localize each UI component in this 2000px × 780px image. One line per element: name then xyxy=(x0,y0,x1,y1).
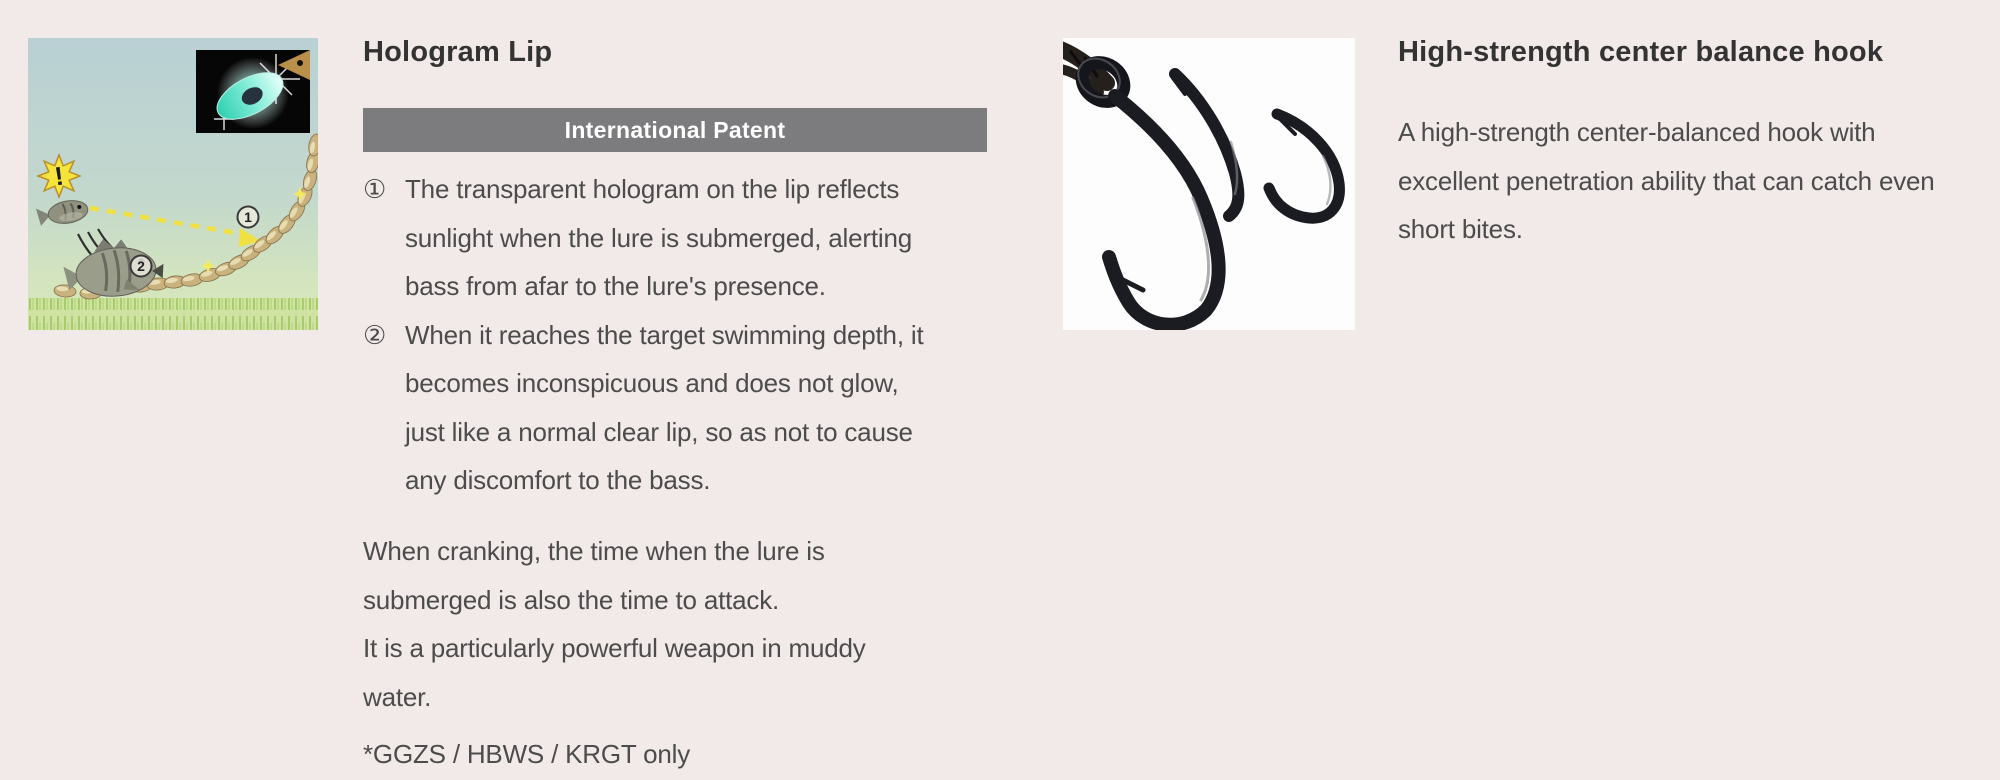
hook-description xyxy=(1398,108,1935,254)
item-line: sunlight when the lure is submerged, alerting xyxy=(405,222,912,253)
feature-title-hologram-lip: Hologram Lip xyxy=(363,36,553,68)
item-marker: ② xyxy=(363,319,387,350)
paragraph-line: water. xyxy=(363,681,432,712)
item-line: becomes inconspicuous and does not glow, xyxy=(405,368,899,398)
paragraph-line: When cranking, the time when the lure is xyxy=(363,536,825,566)
list-item xyxy=(363,165,923,311)
models-note xyxy=(363,730,690,779)
marker-2-badge xyxy=(131,256,152,277)
svg-text:1: 1 xyxy=(244,209,252,225)
item-line: The transparent hologram on the lip reflects xyxy=(405,174,900,204)
grass xyxy=(28,298,318,330)
description-line: A high-strength center-balanced hook with xyxy=(1398,117,1876,147)
item-line: When it reaches the target swimming depth, it xyxy=(405,319,924,350)
alert-starburst-icon xyxy=(38,155,80,197)
marker-1-badge xyxy=(238,207,259,228)
list-item xyxy=(363,311,923,505)
international-patent-badge: International Patent xyxy=(363,108,987,152)
glowing-lure-inset xyxy=(196,50,310,133)
paragraph-line: It is a particularly powerful weapon in muddy xyxy=(363,633,866,663)
svg-text:!: ! xyxy=(52,160,66,192)
description-line: excellent penetration ability that can catch even xyxy=(1398,165,1935,196)
svg-text:2: 2 xyxy=(137,258,145,274)
description-line: short bites. xyxy=(1398,214,1523,244)
numbered-feature-list xyxy=(363,165,923,505)
item-line: any discomfort to the bass. xyxy=(405,465,711,495)
hook-text-column xyxy=(1398,0,2000,780)
treble-hook-image xyxy=(1063,38,1355,330)
item-marker: ① xyxy=(363,174,387,204)
note-line: *GGZS / HBWS / KRGT only xyxy=(363,739,691,769)
feature-paragraph xyxy=(363,527,866,721)
item-line: just like a normal clear lip, so as not to cause xyxy=(405,416,913,447)
paragraph-line: submerged is also the time to attack. xyxy=(363,584,780,615)
hologram-lip-illustration xyxy=(28,38,318,330)
item-line: bass from afar to the lure's presence. xyxy=(405,271,826,301)
hologram-lip-text-column xyxy=(363,0,1003,780)
hologram-lip-diagram-svg xyxy=(28,38,318,330)
feature-title-hook: High-strength center balance hook xyxy=(1398,36,1884,68)
treble-hook-graphic xyxy=(1063,38,1355,330)
